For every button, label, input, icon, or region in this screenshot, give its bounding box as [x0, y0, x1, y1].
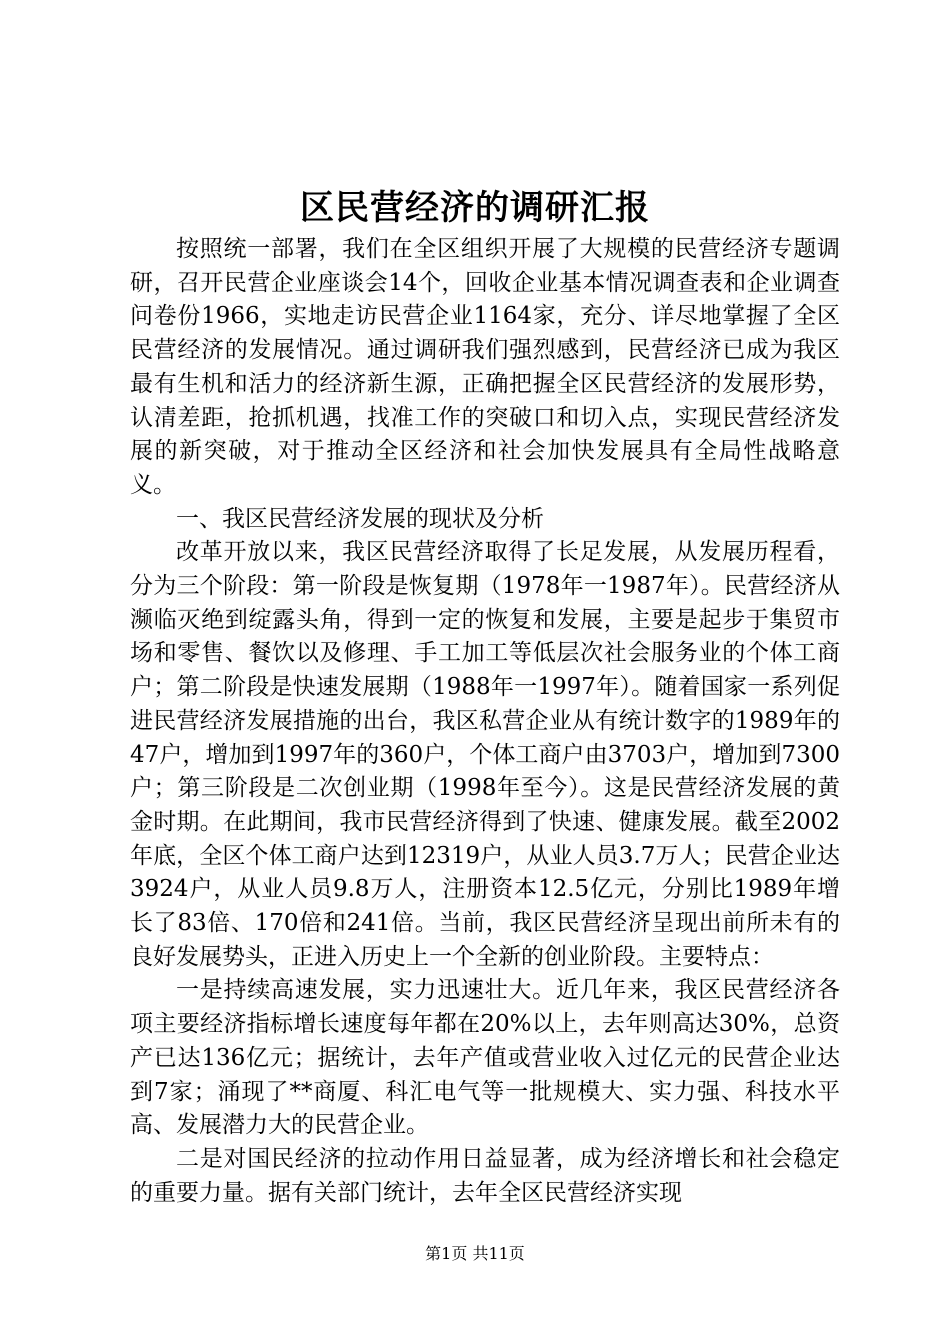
paragraph-history: 改革开放以来，我区民营经济取得了长足发展，从发展历程看，分为三个阶段：第一阶段是恢复期（1978年一1987年）。民营经济从濒临灭绝到绽露头角，得到一定的恢复和发展，主要是起步于集贸市场和零售、餐饮以及修理、手工加工等低层次社会服务业的个体工商户；第二阶段是快速发展期（1988年一1997年）。随着国家一系列促进民营经济发展措施的出台，我区私营企业从有统计数字的1989年的47户，增加到1997年的360户，个体工商户由3703户，增加到7300户；第三阶段是二次创业期（1998年至今）。这是民营经济发展的黄金时期。在此期间，我市民营经济得到了快速、健康发展。截至2002年底，全区个体工商户达到12319户，从业人员3.7万人；民营企业达3924户，从业人员9.8万人，注册资本12.5亿元，分别比1989年增长了83倍、170倍和241倍。当前，我区民营经济呈现出前所未有的良好发展势头，正进入历史上一个全新的创业阶段。主要特点： — [130, 539, 840, 970]
section-heading-1: 一、我区民营经济发展的现状及分析 — [176, 505, 544, 532]
paragraph-feature-1: 一是持续高速发展，实力迅速壮大。近几年来，我区民营经济各项主要经济指标增长速度每年都在20%以上，去年则高达30%，总资产已达136亿元；据统计，去年产值或营业收入过亿元的民营企业达到7家；涌现了**商厦、科汇电气等一批规模大、实力强、科技水平高、发展潜力大的民营企业。 — [130, 977, 840, 1139]
page-number-footer: 第1页 共11页 — [425, 1244, 525, 1263]
document-body — [130, 233, 840, 1210]
paragraph-feature-2: 二是对国民经济的拉动作用日益显著，成为经济增长和社会稳定的重要力量。据有关部门统计，去年全区民营经济实现 — [130, 1145, 840, 1206]
document-title: 区民营经济的调研汇报 — [300, 188, 650, 228]
paragraph-intro: 按照统一部署，我们在全区组织开展了大规模的民营经济专题调研，召开民营企业座谈会14个，回收企业基本情况调查表和企业调查问卷份1966，实地走访民营企业1164家，充分、详尽地掌握了全区民营经济的发展情况。通过调研我们强烈感到，民营经济已成为我区最有生机和活力的经济新生源，正确把握全区民营经济的发展形势，认清差距，抢抓机遇，找准工作的突破口和切入点，实现民营经济发展的新突破，对于推动全区经济和社会加快发展具有全局性战略意义。 — [130, 236, 840, 498]
